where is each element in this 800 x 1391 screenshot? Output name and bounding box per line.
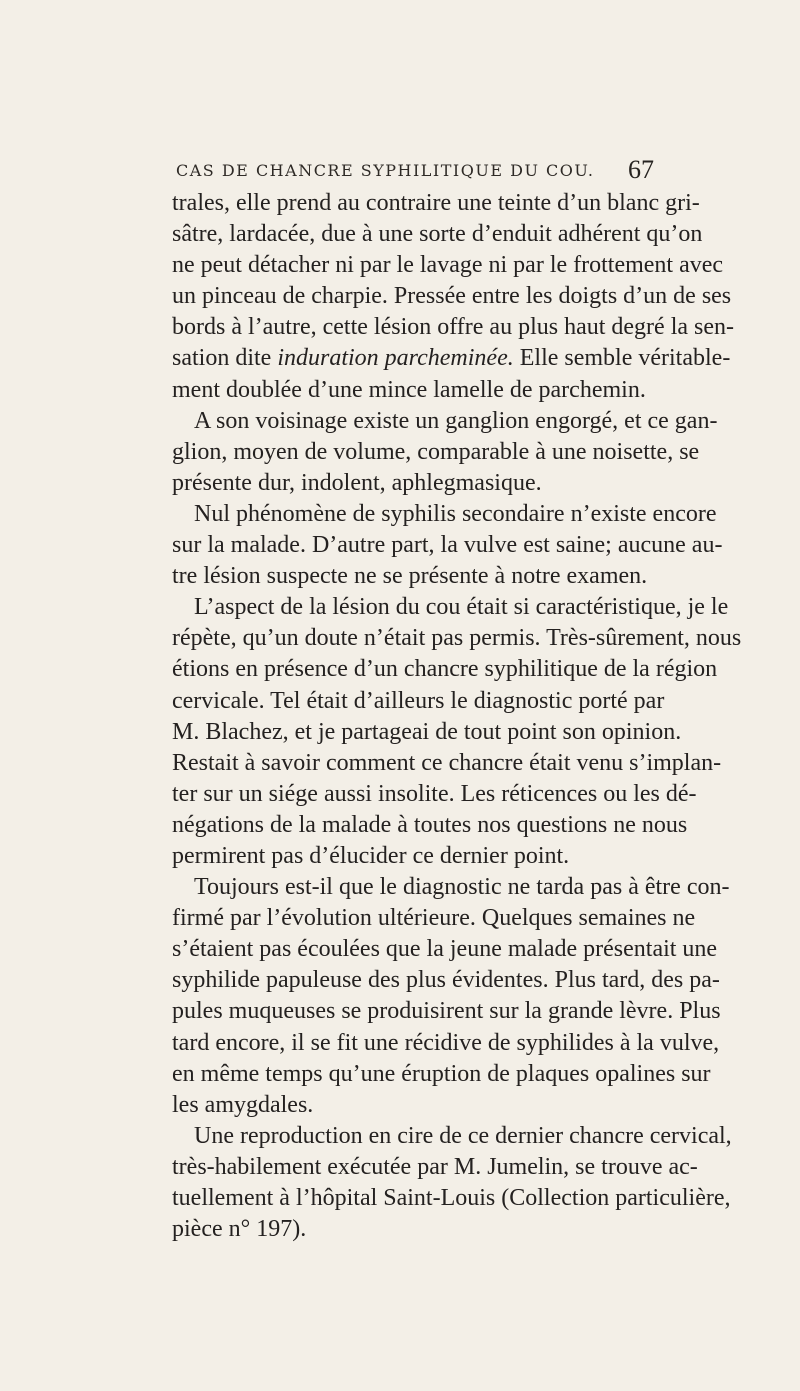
- text-line: firmé par l’évolution ultérieure. Quelques semaines ne: [172, 905, 696, 932]
- text-line: très-habilement exécutée par M. Jumelin, se trouve ac-: [172, 1153, 698, 1180]
- running-title: CAS DE CHANCRE SYPHILITIQUE DU COU.: [176, 161, 595, 180]
- text-line: trales, elle prend au contraire une teinte d’un blanc gri-: [172, 190, 700, 216]
- text-run: sation dite: [172, 345, 278, 372]
- text-line: les amygdales.: [172, 1091, 314, 1118]
- text-line: M. Blachez, et je partageai de tout point son opinion.: [172, 718, 682, 745]
- text-line: sâtre, lardacée, due à une sorte d’enduit adhérent qu’on: [172, 221, 703, 248]
- text-line: ter sur un siége aussi insolite. Les réticences ou les dé-: [172, 780, 697, 807]
- page-header: [176, 155, 654, 189]
- text-line: présente dur, indolent, aphlegmasique.: [172, 469, 542, 496]
- text-line: permirent pas d’élucider ce dernier point.: [172, 842, 570, 869]
- text-line: A son voisinage existe un ganglion engorgé, et ce gan-: [194, 407, 718, 434]
- text-line: un pinceau de charpie. Pressée entre les doigts d’un de ses: [172, 283, 732, 310]
- body-text: [172, 188, 742, 1245]
- text-line: Toujours est-il que le diagnostic ne tarda pas à être con-: [194, 874, 730, 901]
- text-line: en même temps qu’une éruption de plaques opalines sur: [172, 1060, 711, 1087]
- text-line: ne peut détacher ni par le lavage ni par le frottement avec: [172, 252, 724, 279]
- text-run: Elle semble véritable-: [513, 345, 731, 372]
- text-line: Restait à savoir comment ce chancre était venu s’implan-: [172, 749, 722, 776]
- text-line: négations de la malade à toutes nos questions ne nous: [172, 811, 688, 838]
- text-line: pièce n° 197).: [172, 1216, 307, 1243]
- italic-term: induration parcheminée.: [277, 345, 514, 372]
- text-line: Nul phénomène de syphilis secondaire n’existe encore: [194, 500, 717, 527]
- text-line: sur la malade. D’autre part, la vulve est saine; aucune au-: [172, 532, 723, 559]
- text-line: répète, qu’un doute n’était pas permis. Très-sûrement, nous: [172, 625, 742, 652]
- text-line: syphilide papuleuse des plus évidentes. Plus tard, des pa-: [172, 967, 720, 994]
- text-line: étions en présence d’un chancre syphilitique de la région: [172, 656, 718, 683]
- text-line: ment doublée d’une mince lamelle de parchemin.: [172, 376, 646, 403]
- text-line: bords à l’autre, cette lésion offre au plus haut degré la sen-: [172, 314, 735, 341]
- page-number: 67: [628, 155, 654, 184]
- text-line: tard encore, il se fit une récidive de syphilides à la vulve,: [172, 1029, 720, 1056]
- text-line: pules muqueuses se produisirent sur la grande lèvre. Plus: [172, 998, 721, 1025]
- text-line: cervicale. Tel était d’ailleurs le diagnostic porté par: [172, 687, 665, 714]
- text-line: tre lésion suspecte ne se présente à notre examen.: [172, 563, 648, 590]
- text-line: Une reproduction en cire de ce dernier chancre cervical,: [194, 1122, 732, 1149]
- text-line: s’étaient pas écoulées que la jeune malade présentait une: [172, 936, 718, 963]
- text-line: [172, 343, 731, 374]
- text-line: L’aspect de la lésion du cou était si caractéristique, je le: [194, 594, 729, 621]
- text-line: tuellement à l’hôpital Saint-Louis (Collection particulière,: [172, 1185, 731, 1211]
- text-line: glion, moyen de volume, comparable à une noisette, se: [172, 438, 700, 465]
